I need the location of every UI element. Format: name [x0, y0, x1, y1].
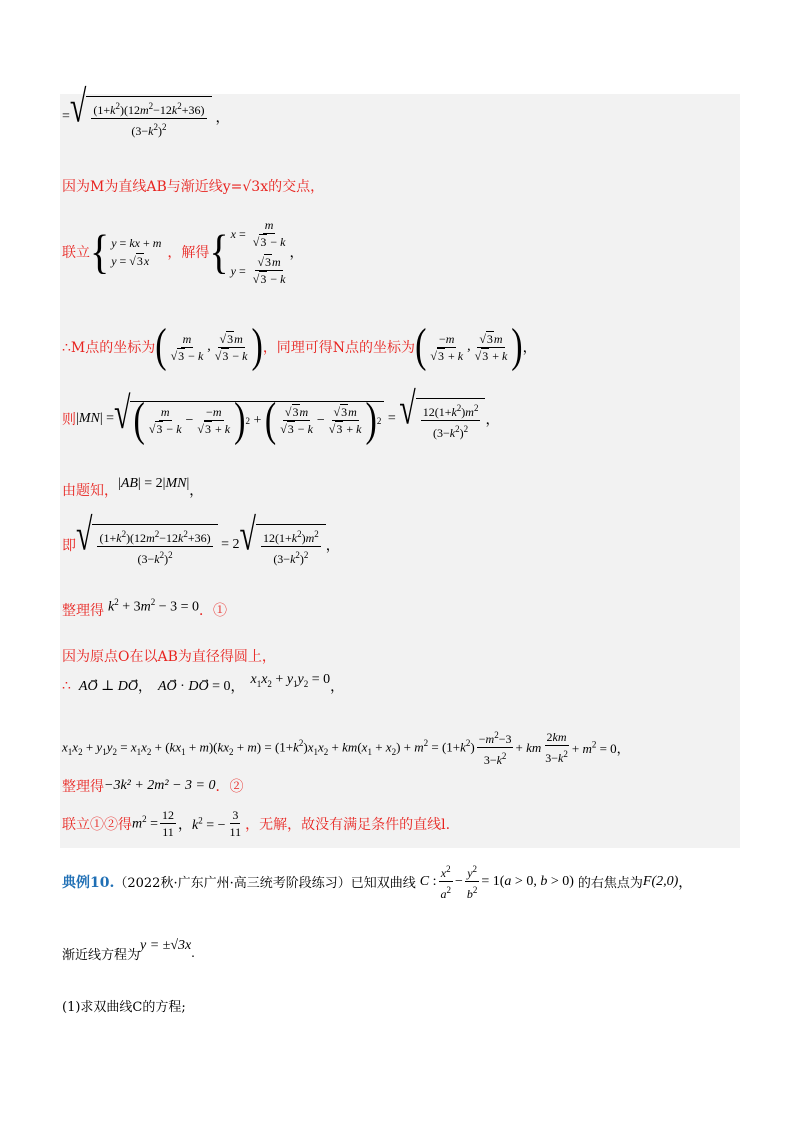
math-line-1: = √ $\frac{(1+k^2)(12m^2-12k^2+36)}{(3-k^2)^2}$ ， [62, 82, 230, 138]
text-m-coord: ∴M点的坐标为 [62, 340, 156, 356]
text-circle: 因为原点O在以AB为直径得圆上， [62, 649, 276, 665]
solution-line-8: 整理得 $k^2 + 3m^2 - 3 = 0$ ．① [62, 596, 228, 619]
solution-line-9 [62, 646, 276, 666]
solution-line-10: ∴ AO⃗ ⊥ DO ， AO⃗ · DO⃗ = 0 ， $x_1x_2 + y_1y_2 = 0$ ， [62, 671, 345, 695]
text-conclusion: ，无解，故没有满足条件的直线l. [245, 816, 451, 833]
example-label: 典例10. [62, 874, 115, 891]
equation-2: −3k² + 2m² − 3 = 0 [104, 778, 216, 793]
label-simplify: 整理得 [62, 603, 104, 619]
solution-line-2 [62, 176, 324, 196]
label-simplify-2: 整理得 [62, 779, 104, 795]
therefore-mark: ∴ [62, 678, 71, 694]
label-namely: 即 [62, 538, 76, 554]
focus-text: 的右焦点为 [577, 876, 643, 891]
solution-line-4: ∴M点的坐标为 ( $\frac{m}{√3 - k}$ , $\frac{√3m}{√3 - k}$ ) ，同理可得N点的坐标为 ( $\frac{-m}{√3 + k}$ , $\frac{√3m}{√3 + k}$ ) ， [62, 320, 537, 373]
solution-line-11: $x_1x_2 + y_1y_2 = x_1x_2 + (kx_1 + m)(kx_2 + m) = (1+k^2)x_1x_2 + km(x_1 + x_2) + m^2 = (1+k^2)$ $\frac{-m^2-3}{3-k^2}$ + km $\frac{2km}{3-k^2}$ + $m^2 = 0$， [62, 730, 630, 767]
text-given: 由题知， [62, 483, 118, 499]
example-asymptote: 渐近线方程为 y = ±√3x . [62, 937, 195, 963]
marker-eq-1: ．① [199, 603, 228, 619]
question-1-text: (1)求双曲线C的方程; [62, 1000, 186, 1015]
question-1 [62, 996, 186, 1015]
label-combine: 联立 [62, 245, 90, 261]
focus-value: F(2,0) [642, 873, 679, 889]
solution-line-7: 即 √ $\frac{(1+k^2)(12m^2-12k^2+36)}{(3-k^2)^2}$ = 2 √ $\frac{12(1+k^2)m^2}{(3-k^2)^2}$ ， [62, 510, 340, 566]
example-header: 典例10. （2022秋·广东广州·高三统考阶段练习）已知双曲线 C : $\frac{x^2}{a^2}$ − $\frac{y^2}{b^2}$ = 1(a > 0, b > 0) 的右焦点为 F(2,0) ， [62, 864, 693, 901]
marker-eq-2: ．② [215, 779, 244, 795]
example-source: （2022秋·广东广州·高三统考阶段练习）已知双曲线 [114, 876, 416, 891]
solution-line-13: 联立①②得 $m^2$ = $\frac{12}{11}$ ，$k^2$ = − $\frac{3}{11}$ ，无解，故没有满足条件的直线l. [62, 808, 451, 839]
solution-line-6: 由题知， |AB| = 2|MN| ， [62, 476, 204, 499]
solution-line-12 [62, 776, 244, 796]
label-solve: ，解得 [167, 245, 210, 261]
solution-line-3: 联立 { y = kx + m y = √3x ，解得 { x = $\frac{m}{√3 - k}$ y = $\frac{√3m}{√3 - k}$ ， [62, 218, 304, 286]
label-combine-12: 联立①②得 [62, 816, 132, 833]
solution-line-5: 则 |MN| = √ ( $\frac{m}{√3 - k}$ − $\frac{-m}{√3 + k}$ ) 2 + ( $\frac{√3m}{√3 - k}$ − $\frac{√3m}{√3 + k}$ ) 2 = √ $\frac{12(1+k^2)m^2}{(3-k^2)^2}$ ， [62, 384, 500, 446]
asymptote-equation: y = ±√3x [140, 937, 192, 953]
label-then: 则 [62, 412, 76, 428]
text-n-coord: ，同理可得N点的坐标为 [262, 340, 416, 356]
asymptote-text: 渐近线方程为 [62, 948, 141, 963]
text-intersection: 因为M为直线AB与渐近线y=√3x的交点， [62, 179, 325, 195]
